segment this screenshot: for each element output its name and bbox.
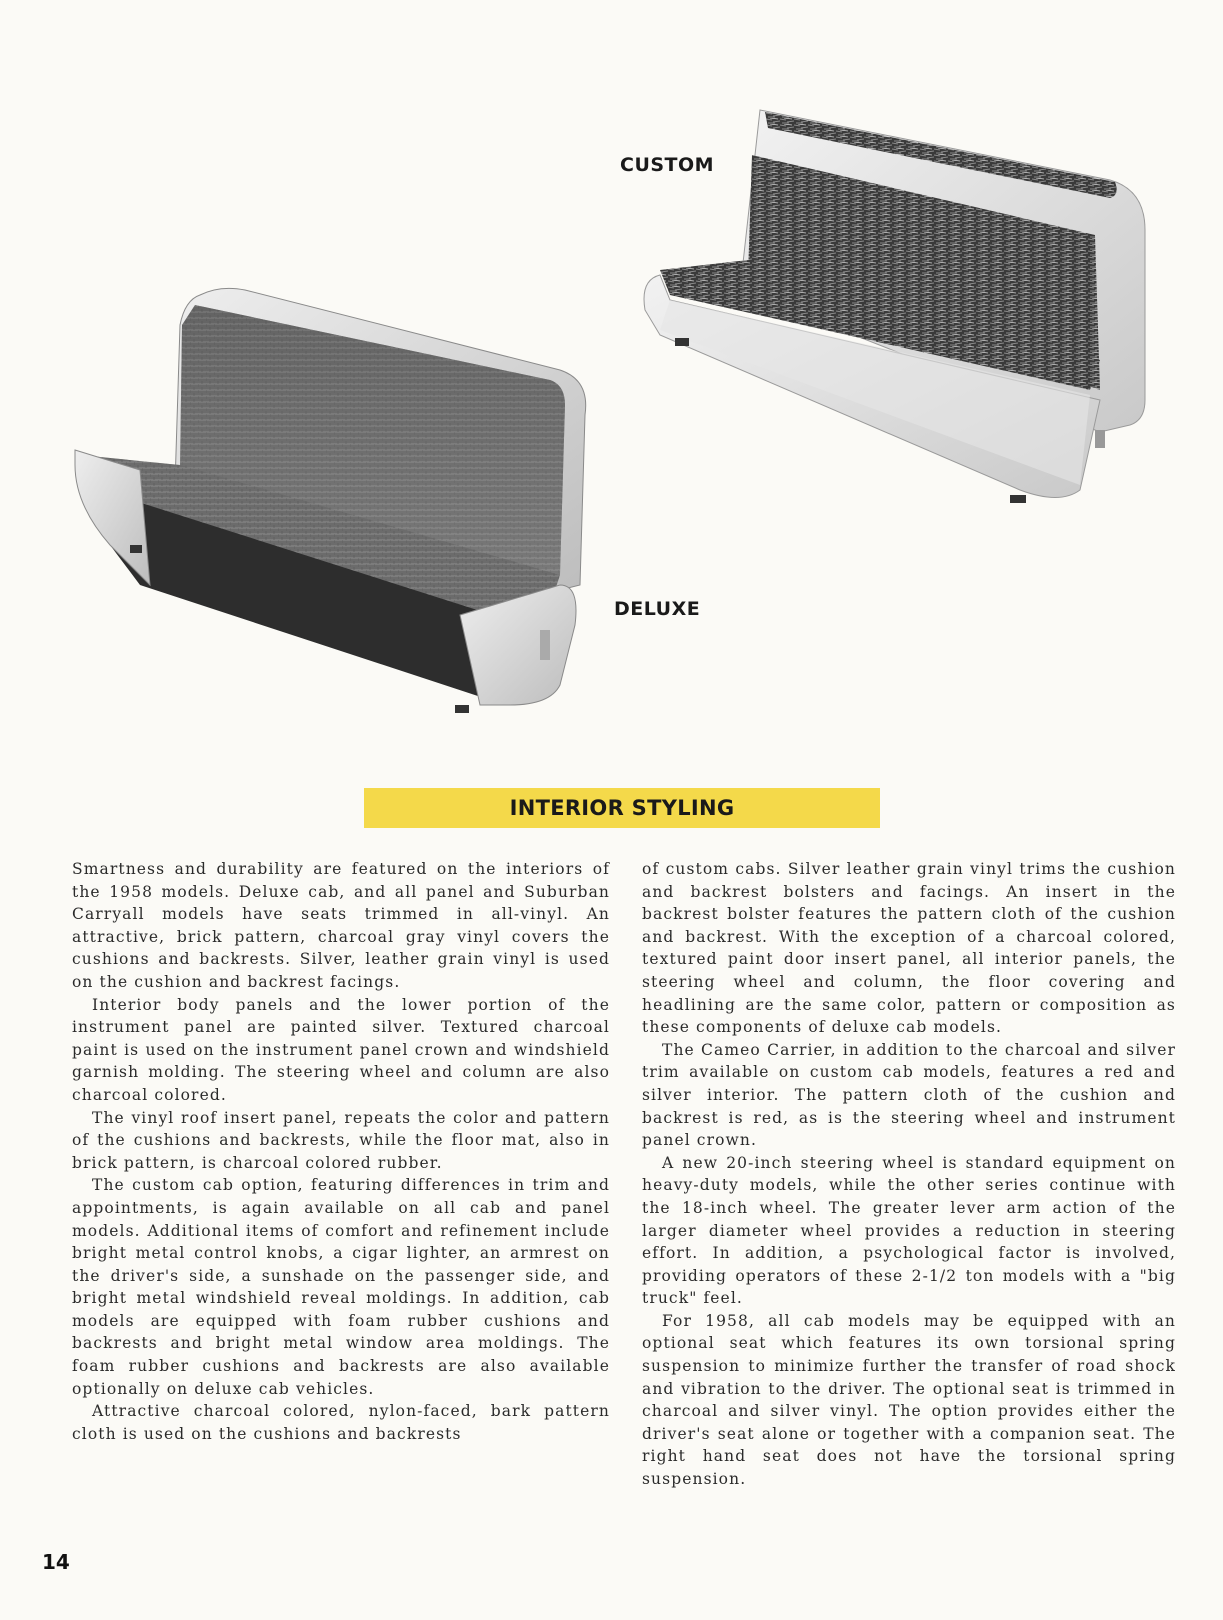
paragraph: The Cameo Carrier, in addition to the charcoal and silver trim available on custom cab models, features a red and silver interior. The pattern cloth of the cushion and backrest is red, as is the steering wheel and instrument panel crown. — [642, 1040, 1176, 1150]
paragraph: Interior body panels and the lower portion of the instrument panel are painted silver. Textured charcoal paint is used on the instrument panel crown and windshield garnish molding. The steering wheel and column are also charcoal colored. — [72, 995, 610, 1104]
custom-seat-photo — [640, 100, 1180, 540]
text-column-left — [72, 858, 610, 1445]
page-number: 14 — [42, 1550, 70, 1574]
paragraph: The vinyl roof insert panel, repeats the color and pattern of the cushions and backrests, while the floor mat, also in brick pattern, is charcoal colored rubber. — [72, 1108, 610, 1172]
text-column-right — [642, 858, 1176, 1491]
paragraph: For 1958, all cab models may be equipped with an optional seat which features its own torsional spring suspension to minimize further the transfer of road shock and vibration to the driver. The optional seat is trimmed in charcoal and silver vinyl. The option provides either the driver's seat alone or together with a companion seat. The right hand seat does not have the torsional spring suspension. — [642, 1311, 1176, 1489]
paragraph: Attractive charcoal colored, nylon-faced, bark pattern cloth is used on the cushions and backrests — [72, 1402, 610, 1443]
paragraph: of custom cabs. Silver leather grain vinyl trims the cushion and backrest bolsters and facings. An insert in the backrest bolster features the pattern cloth of the cushion and backrest. With the exception of a charcoal colored, textured paint door insert panel, all interior panels, the steering wheel and column, the floor covering and headlining are the same color, pattern or composition as these components of deluxe cab models. — [642, 860, 1176, 1037]
paragraph: A new 20-inch steering wheel is standard equipment on heavy-duty models, while the other series continue with the 18-inch wheel. The greater lever arm action of the larger diameter wheel provides a reduction in steering effort. In addition, a psychological factor is involved, providing operators of these 2-1/2 ton models with a "big truck" feel. — [642, 1153, 1176, 1308]
paragraph: The custom cab option, featuring differences in trim and appointments, is again available on all cab and panel models. Additional items of comfort and refinement include bright metal control knobs, a cigar lighter, an armrest on the driver's side, a sunshade on the passenger side, and bright metal windshield reveal moldings. In addition, cab models are equipped with foam rubber cushions and backrests and bright metal window area moldings. The foam rubber cushions and backrests are also available optionally on deluxe cab vehicles. — [72, 1176, 610, 1398]
deluxe-seat-label: DELUXE — [614, 598, 701, 620]
custom-seat-label: CUSTOM — [620, 154, 715, 176]
paragraph: Smartness and durability are featured on the interiors of the 1958 models. Deluxe cab, and all panel and Suburban Carryall models have seats trimmed in all-vinyl. An attractive, brick pattern, charcoal gray vinyl covers the cushions and backrests. Silver, leather grain vinyl is used on the cushion and backrest facings. — [72, 860, 610, 991]
section-heading: INTERIOR STYLING — [364, 788, 880, 828]
deluxe-seat-photo — [70, 285, 610, 735]
